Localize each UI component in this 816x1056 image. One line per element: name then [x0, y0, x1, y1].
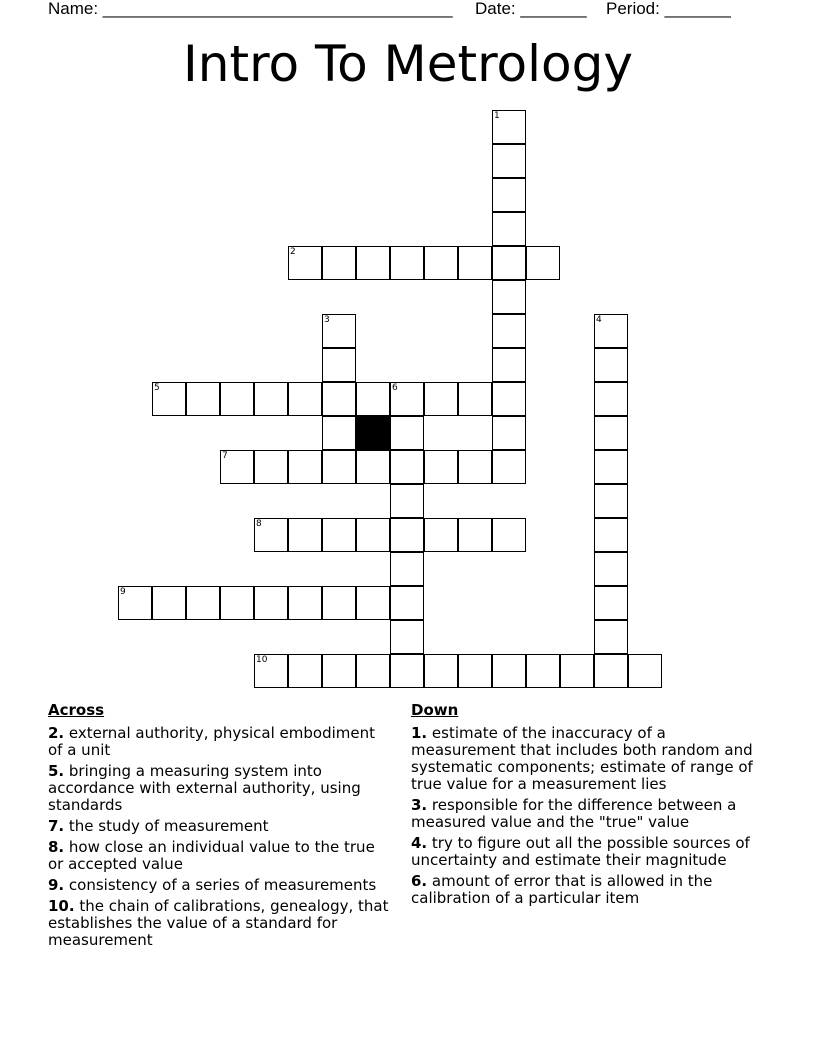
clue-number: 2.	[48, 724, 65, 742]
grid-cell[interactable]	[424, 654, 458, 688]
period-field[interactable]: Period: _______	[606, 0, 731, 18]
grid-cell[interactable]	[322, 348, 356, 382]
grid-cell[interactable]	[492, 280, 526, 314]
grid-cell[interactable]	[424, 382, 458, 416]
grid-cell[interactable]	[390, 518, 424, 552]
grid-cell[interactable]	[356, 382, 390, 416]
grid-cell[interactable]	[322, 246, 356, 280]
across-clue	[48, 725, 393, 759]
grid-cell[interactable]	[356, 654, 390, 688]
clue-number: 1.	[411, 724, 428, 742]
grid-cell[interactable]	[186, 382, 220, 416]
clue-number: 6	[392, 383, 398, 393]
grid-cell[interactable]	[254, 518, 288, 552]
down-clues	[411, 702, 771, 911]
clue-number: 9	[120, 587, 126, 597]
grid-cell[interactable]	[186, 586, 220, 620]
across-clue	[48, 818, 393, 835]
grid-cell[interactable]	[594, 314, 628, 348]
grid-cell[interactable]	[322, 586, 356, 620]
grid-cell[interactable]	[424, 246, 458, 280]
grid-cell[interactable]	[458, 518, 492, 552]
grid-cell[interactable]	[594, 654, 628, 688]
grid-cell[interactable]	[492, 144, 526, 178]
grid-cell[interactable]	[560, 654, 594, 688]
grid-cell[interactable]	[322, 654, 356, 688]
down-clue	[411, 873, 771, 907]
down-heading: Down	[411, 701, 459, 719]
grid-cell[interactable]	[220, 450, 254, 484]
across-clue	[48, 877, 393, 894]
grid-cell[interactable]	[594, 484, 628, 518]
grid-cell[interactable]	[356, 246, 390, 280]
grid-cell[interactable]	[594, 416, 628, 450]
clue-text: external authority, physical embodiment of a unit	[48, 724, 376, 759]
grid-cell[interactable]	[492, 348, 526, 382]
clue-number: 7	[222, 451, 228, 461]
grid-cell[interactable]	[492, 382, 526, 416]
grid-cell[interactable]	[458, 246, 492, 280]
grid-cell[interactable]	[390, 382, 424, 416]
clue-number: 1	[494, 111, 500, 121]
grid-cell[interactable]	[220, 382, 254, 416]
grid-cell[interactable]	[390, 620, 424, 654]
grid-cell[interactable]	[492, 416, 526, 450]
grid-cell[interactable]	[390, 416, 424, 450]
clue-text: bringing a measuring system into accordance with external authority, using standards	[48, 762, 361, 814]
clue-number: 4	[596, 315, 602, 325]
clue-number: 6.	[411, 872, 428, 890]
clue-number: 10.	[48, 897, 75, 915]
clue-number: 10	[256, 655, 268, 665]
grid-cell[interactable]	[322, 416, 356, 450]
clue-number: 3	[324, 315, 330, 325]
grid-cell[interactable]	[594, 586, 628, 620]
grid-cell[interactable]	[492, 178, 526, 212]
grid-cell[interactable]	[492, 246, 526, 280]
clue-number: 4.	[411, 834, 428, 852]
clue-number: 7.	[48, 817, 65, 835]
down-clue	[411, 725, 771, 793]
down-clue	[411, 835, 771, 869]
grid-cell[interactable]	[526, 246, 560, 280]
grid-cell[interactable]	[254, 382, 288, 416]
grid-cell[interactable]	[356, 518, 390, 552]
grid-cell[interactable]	[118, 586, 152, 620]
grid-cell[interactable]	[288, 586, 322, 620]
grid-cell[interactable]	[492, 314, 526, 348]
grid-cell[interactable]	[594, 518, 628, 552]
grid-cell[interactable]	[322, 518, 356, 552]
grid-cell[interactable]	[594, 450, 628, 484]
grid-cell[interactable]	[492, 518, 526, 552]
grid-cell[interactable]	[390, 246, 424, 280]
grid-cell[interactable]	[288, 246, 322, 280]
grid-cell[interactable]	[594, 348, 628, 382]
grid-cell[interactable]	[254, 654, 288, 688]
grid-cell[interactable]	[526, 654, 560, 688]
clue-number: 5.	[48, 762, 65, 780]
across-clue-list	[48, 725, 393, 949]
grid-cell[interactable]	[220, 586, 254, 620]
grid-cell[interactable]	[492, 212, 526, 246]
grid-cell[interactable]	[458, 450, 492, 484]
grid-cell[interactable]	[390, 552, 424, 586]
grid-cell[interactable]	[288, 382, 322, 416]
grid-cell[interactable]	[152, 382, 186, 416]
clue-number: 5	[154, 383, 160, 393]
clue-number: 3.	[411, 796, 428, 814]
clue-text: estimate of the inaccuracy of a measurement that includes both random and systematic components; estimate of range of true value for a measurement lies	[411, 724, 753, 793]
grid-cell[interactable]	[458, 382, 492, 416]
clue-number: 8	[256, 519, 262, 529]
grid-cell[interactable]	[390, 484, 424, 518]
down-clue-list	[411, 725, 771, 907]
across-clues	[48, 702, 393, 953]
date-field[interactable]: Date: _______	[475, 0, 587, 18]
grid-cell[interactable]	[594, 620, 628, 654]
clue-text: try to figure out all the possible sources of uncertainty and estimate their magnitude	[411, 834, 750, 869]
grid-cell[interactable]	[492, 450, 526, 484]
grid-cell[interactable]	[390, 654, 424, 688]
grid-cell[interactable]	[492, 654, 526, 688]
clue-text: responsible for the difference between a measured value and the "true" value	[411, 796, 737, 831]
grid-cell[interactable]	[356, 586, 390, 620]
grid-cell[interactable]	[322, 450, 356, 484]
clue-text: consistency of a series of measurements	[64, 876, 377, 894]
grid-cell[interactable]	[322, 382, 356, 416]
clue-text: the chain of calibrations, genealogy, that establishes the value of a standard for measurement	[48, 897, 389, 949]
clue-number: 8.	[48, 838, 65, 856]
across-clue	[48, 839, 393, 873]
grid-cell[interactable]	[458, 654, 492, 688]
grid-cell[interactable]	[152, 586, 186, 620]
blocked-cell	[356, 416, 390, 450]
across-heading: Across	[48, 701, 105, 719]
clue-text: the study of measurement	[64, 817, 269, 835]
down-clue	[411, 797, 771, 831]
grid-cell[interactable]	[288, 450, 322, 484]
across-clue	[48, 763, 393, 814]
grid-cell[interactable]	[356, 450, 390, 484]
across-clue	[48, 898, 393, 949]
grid-cell[interactable]	[424, 450, 458, 484]
puzzle-title: Intro To Metrology	[183, 35, 633, 93]
clue-text: amount of error that is allowed in the calibration of a particular item	[411, 872, 713, 907]
name-field[interactable]: Name: _____________________________________	[48, 0, 453, 18]
grid-cell[interactable]	[594, 382, 628, 416]
grid-cell[interactable]	[390, 450, 424, 484]
grid-cell[interactable]	[254, 586, 288, 620]
grid-cell[interactable]	[254, 450, 288, 484]
grid-cell[interactable]	[594, 552, 628, 586]
grid-cell[interactable]	[288, 518, 322, 552]
clue-number: 2	[290, 247, 296, 257]
grid-cell[interactable]	[288, 654, 322, 688]
grid-cell[interactable]	[628, 654, 662, 688]
grid-cell[interactable]	[492, 110, 526, 144]
grid-cell[interactable]	[322, 314, 356, 348]
grid-cell[interactable]	[390, 586, 424, 620]
grid-cell[interactable]	[424, 518, 458, 552]
clue-number: 9.	[48, 876, 65, 894]
clue-text: how close an individual value to the true or accepted value	[48, 838, 375, 873]
